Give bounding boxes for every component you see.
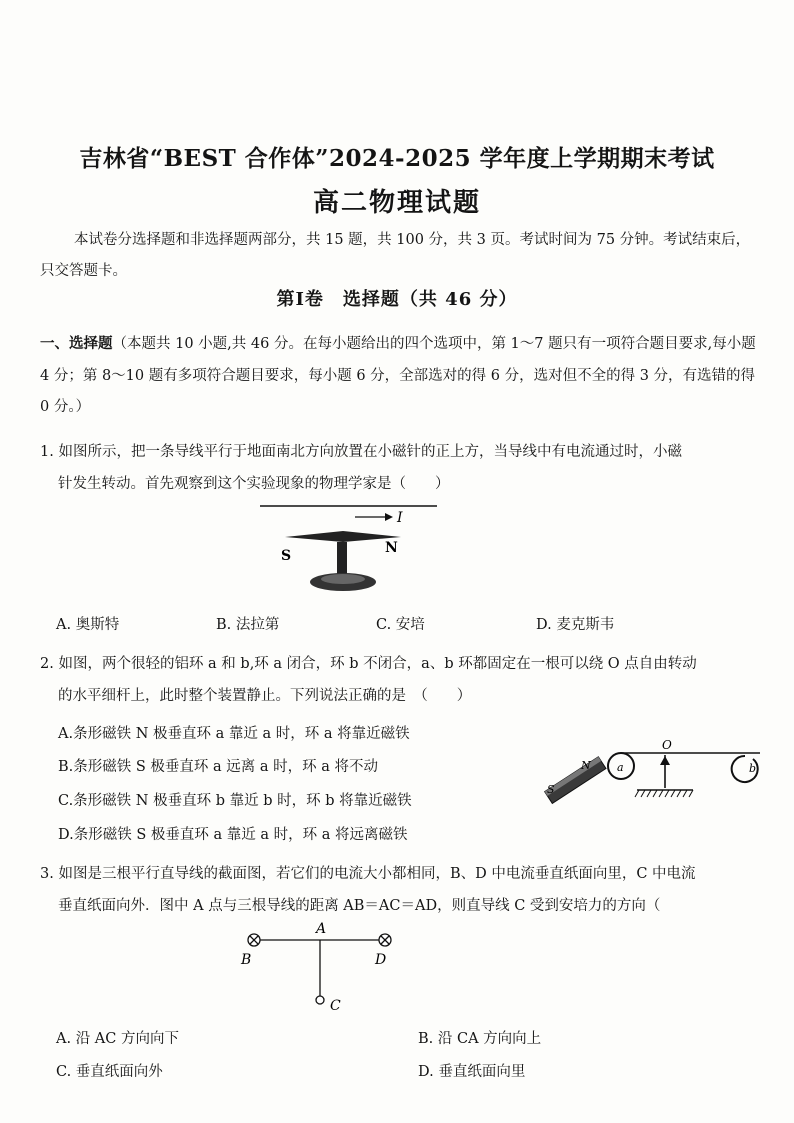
q3-option-c[interactable]: C. 垂直纸面向外 bbox=[56, 1064, 163, 1080]
q2-bar-magnet bbox=[545, 757, 606, 804]
q3-d-label: D bbox=[375, 952, 387, 968]
question-1-line1: 1. 如图所示，把一条导线平行于地面南北方向放置在小磁针的正上方，当导线中有电流通过时，小磁 bbox=[40, 444, 682, 460]
q1-n-label: N bbox=[385, 540, 398, 556]
exam-title: 吉林省“BEST 合作体”2024-2025 学年度上学期期末考试 bbox=[79, 145, 715, 172]
q1-arrowhead bbox=[385, 513, 393, 521]
section1-text: （本题共 10 小题,共 46 分。在每小题给出的四个选项中，第 1～7 题只有一项符合题目要求,每小题 4 分；第 8～10 题有多项符合题目要求，每小题 6 分，全部选对的得 6 分，选对但不全的得 3 分，有选错的得 0 分。） bbox=[40, 336, 756, 415]
q1-option-c[interactable]: C. 安培 bbox=[376, 617, 425, 633]
q2-option-a[interactable]: A.条形磁铁 N 极垂直环 a 靠近 a 时，环 a 将靠近磁铁 bbox=[58, 726, 410, 742]
q2-o-label: O bbox=[662, 738, 672, 752]
q3-a-label: A bbox=[316, 921, 327, 937]
q1-option-d[interactable]: D. 麦克斯韦 bbox=[536, 617, 615, 633]
q1-current-label: I bbox=[397, 510, 403, 526]
question-1-line2: 针发生转动。首先观察到这个实验现象的物理学家是（ ） bbox=[58, 476, 450, 492]
q1-option-b[interactable]: B. 法拉第 bbox=[216, 617, 280, 633]
q2-option-b[interactable]: B.条形磁铁 S 极垂直环 a 远离 a 时，环 a 将不动 bbox=[58, 759, 379, 775]
question-3-line2: 垂直纸面向外．图中 A 点与三根导线的距离 AB＝AC＝AD，则直导线 C 受到安培力的方向（ bbox=[58, 898, 661, 914]
q1-needle bbox=[285, 531, 401, 542]
q2-n-label: N bbox=[581, 759, 591, 772]
q3-c-label: C bbox=[330, 998, 341, 1014]
question-3 bbox=[40, 858, 762, 922]
q3-option-b[interactable]: B. 沿 CA 方向向上 bbox=[418, 1031, 542, 1047]
q1-compass-figure bbox=[255, 500, 445, 610]
q3-option-a[interactable]: A. 沿 AC 方向向下 bbox=[56, 1031, 179, 1047]
question-2-line2: 的水平细杆上，此时整个装置静止。下列说法正确的是 （ ） bbox=[58, 688, 472, 704]
q2-pivot-arrow bbox=[660, 756, 670, 765]
q2-b-label: b bbox=[749, 762, 757, 775]
q2-option-d[interactable]: D.条形磁铁 S 极垂直环 a 靠近 a 时，环 a 将远离磁铁 bbox=[58, 827, 408, 843]
q1-s-label: S bbox=[281, 548, 292, 564]
section1-instructions bbox=[40, 328, 760, 424]
question-2-line1: 2. 如图，两个很轻的铝环 a 和 b,环 a 闭合，环 b 不闭合，a、b 环都固定在一根可以绕 O 点自由转动 bbox=[40, 656, 697, 672]
q3-b-label: B bbox=[241, 952, 252, 968]
question-2 bbox=[40, 648, 762, 712]
q2-rings-figure bbox=[535, 735, 775, 805]
q2-option-c[interactable]: C.条形磁铁 N 极垂直环 b 靠近 b 时，环 b 将靠近磁铁 bbox=[58, 793, 412, 809]
q2-a-label: a bbox=[617, 761, 624, 774]
question-3-line1: 3. 如图是三根平行直导线的截面图，若它们的电流大小都相同，B、D 中电流垂直纸面向里，C 中电流 bbox=[40, 866, 696, 882]
q3-wires-figure bbox=[232, 918, 412, 1018]
part1-title: 第Ⅰ卷 选择题（共 46 分） bbox=[276, 289, 518, 310]
exam-instructions: 本试卷分选择题和非选择题两部分，共 15 题，共 100 分，共 3 页。考试时间为 75 分钟。考试结束后，只交答题卡。 bbox=[40, 232, 751, 279]
question-1 bbox=[40, 436, 762, 500]
section1-label: 一、选择题 bbox=[40, 335, 113, 352]
q3-option-d[interactable]: D. 垂直纸面向里 bbox=[418, 1064, 526, 1080]
question-1-options bbox=[56, 613, 716, 634]
exam-subtitle: 高二物理试题 bbox=[312, 188, 481, 218]
q3-wire-b bbox=[248, 934, 260, 946]
q3-wire-c bbox=[316, 996, 324, 1004]
q3-wire-d bbox=[379, 934, 391, 946]
q1-option-a[interactable]: A. 奥斯特 bbox=[56, 617, 120, 633]
q1-stand bbox=[337, 542, 347, 575]
q2-s-label: S bbox=[547, 783, 555, 796]
